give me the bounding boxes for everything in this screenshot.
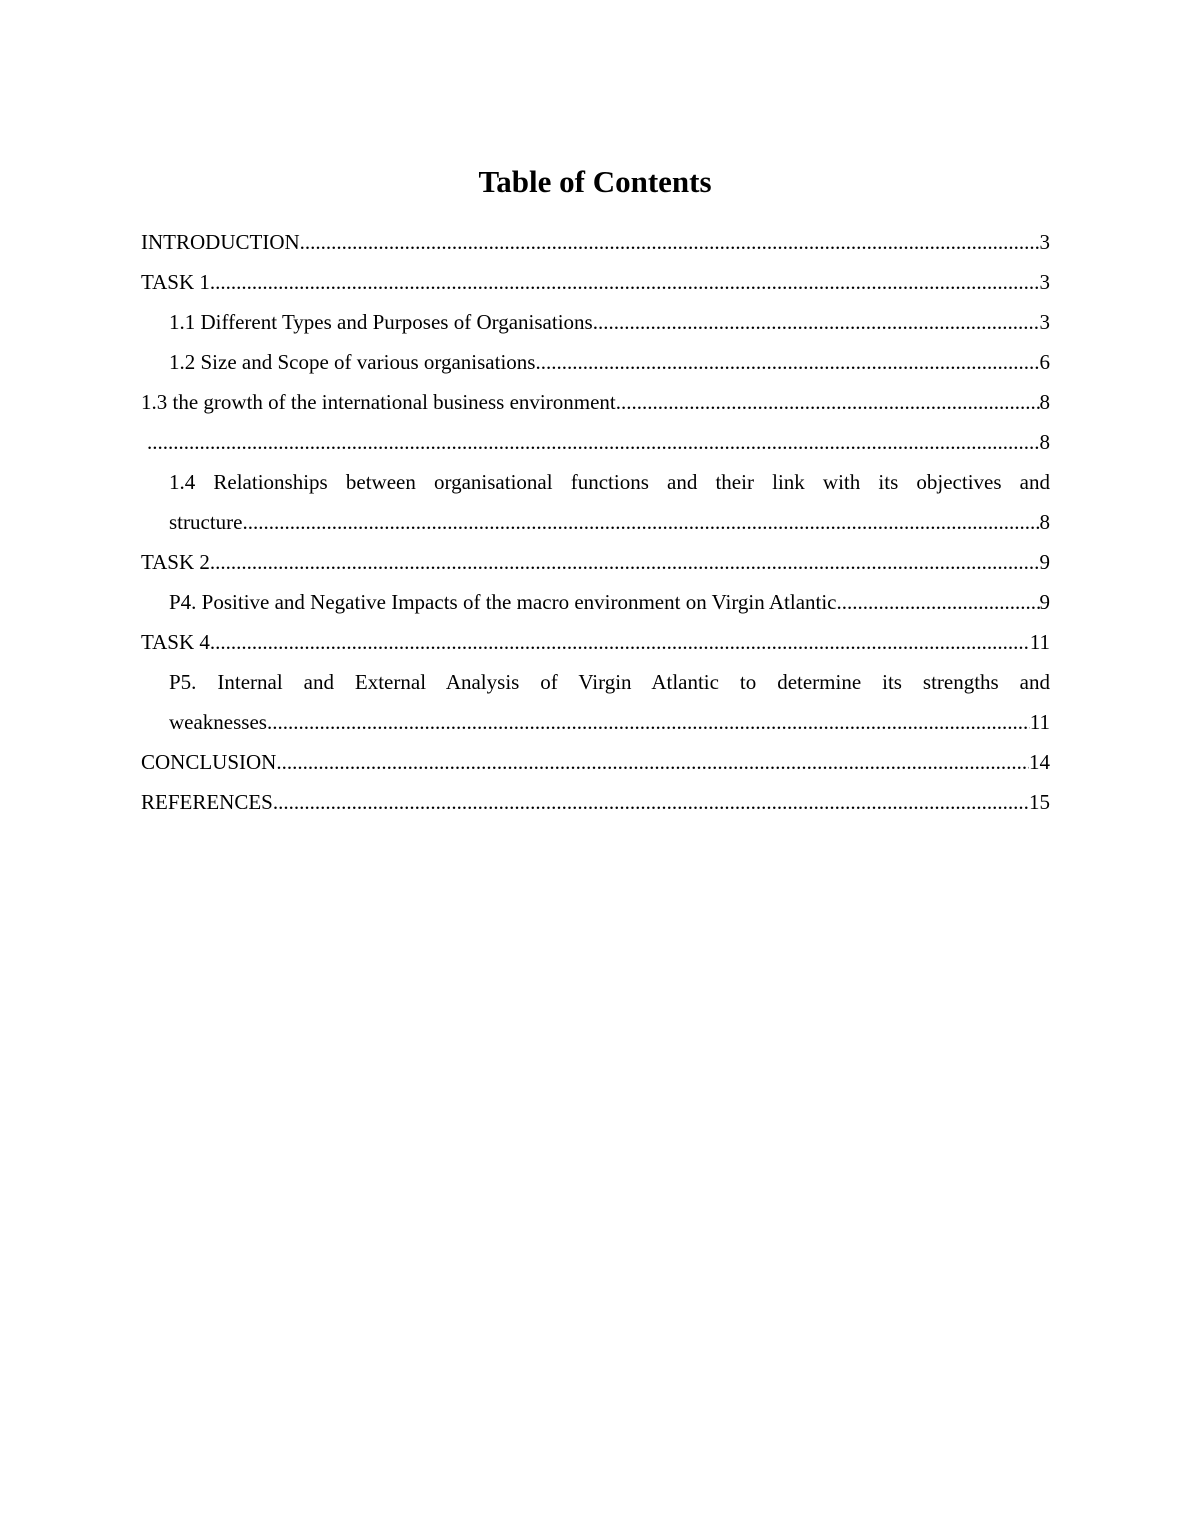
toc-page-number: 11 [1029,630,1050,654]
toc-page-number: 3 [1039,270,1050,294]
toc-page-number: 11 [1029,710,1050,734]
toc-page-number: 3 [1039,310,1050,334]
toc-page-number: 6 [1039,350,1050,374]
toc-dot-leader [242,502,1039,542]
toc-dot-leader [593,302,1040,342]
toc-entry-label: structure [169,510,243,534]
toc-page-number: 3 [1039,230,1050,254]
toc-entry-1-3[interactable] [141,382,1050,422]
toc-entry-label: TASK 4 [141,630,210,654]
toc-dot-leader [267,702,1030,742]
toc-entry-label: CONCLUSION [141,750,277,774]
toc-entry-label: P4. Positive and Negative Impacts of the macro environment on Virgin Atlantic [169,590,837,614]
toc-entry-1-2[interactable] [141,342,1050,382]
toc-entry-p4[interactable] [141,582,1050,622]
toc-entry-task-4[interactable] [141,622,1050,662]
toc-entry-label-line: P5. Internal and External Analysis of Virgin Atlantic to determine its strengths and [169,670,1050,694]
toc-entry-p5[interactable] [141,662,1050,742]
toc-page-number: 14 [1029,750,1050,774]
toc-entry-1-1[interactable] [141,302,1050,342]
toc-entry-label: TASK 1 [141,270,210,294]
toc-entry-continuation [169,502,1050,542]
toc-entry-label: INTRODUCTION [141,230,300,254]
toc-dot-leader [621,382,1040,422]
toc-entry-introduction[interactable] [141,222,1050,262]
toc-entry-label-line: 1.4 Relationships between organisational functions and their link with its objectives and [169,470,1050,494]
toc-entry-label: 1.1 Different Types and Purposes of Organisations [169,310,593,334]
toc-page-number: 8 [1039,430,1050,454]
toc-entry-1-4[interactable] [141,462,1050,542]
toc-dot-leader [837,582,1040,622]
toc-entry-references[interactable] [141,782,1050,822]
toc-page-number: 8 [1039,510,1050,534]
toc-entry-continuation [169,702,1050,742]
toc-dot-leader [273,782,1029,822]
toc-page-number: 9 [1039,550,1050,574]
toc-entry-label: weaknesses [169,710,267,734]
toc-entry-conclusion[interactable] [141,742,1050,782]
toc-dot-leader [300,222,1040,262]
toc-dot-leader [210,262,1040,302]
toc-entry-blank[interactable] [141,422,1050,462]
toc-dot-leader [535,342,1039,382]
toc-entry-task-2[interactable] [141,542,1050,582]
toc-entry-label: TASK 2 [141,550,210,574]
toc-dot-leader [276,742,1029,782]
toc-page-number: 9 [1039,590,1050,614]
toc-entry-task-1[interactable] [141,262,1050,302]
table-of-contents [141,222,1050,822]
toc-dot-leader [210,622,1030,662]
toc-page-number: 15 [1029,790,1050,814]
toc-title: Table of Contents [478,164,712,199]
toc-entry-label: REFERENCES [141,790,273,814]
toc-entry-label: 1.3 the growth of the international business environment. [141,390,621,414]
toc-page-number: 8 [1039,390,1050,414]
toc-dot-leader [147,422,1040,462]
toc-entry-label: 1.2 Size and Scope of various organisations [169,350,536,374]
toc-dot-leader [210,542,1040,582]
